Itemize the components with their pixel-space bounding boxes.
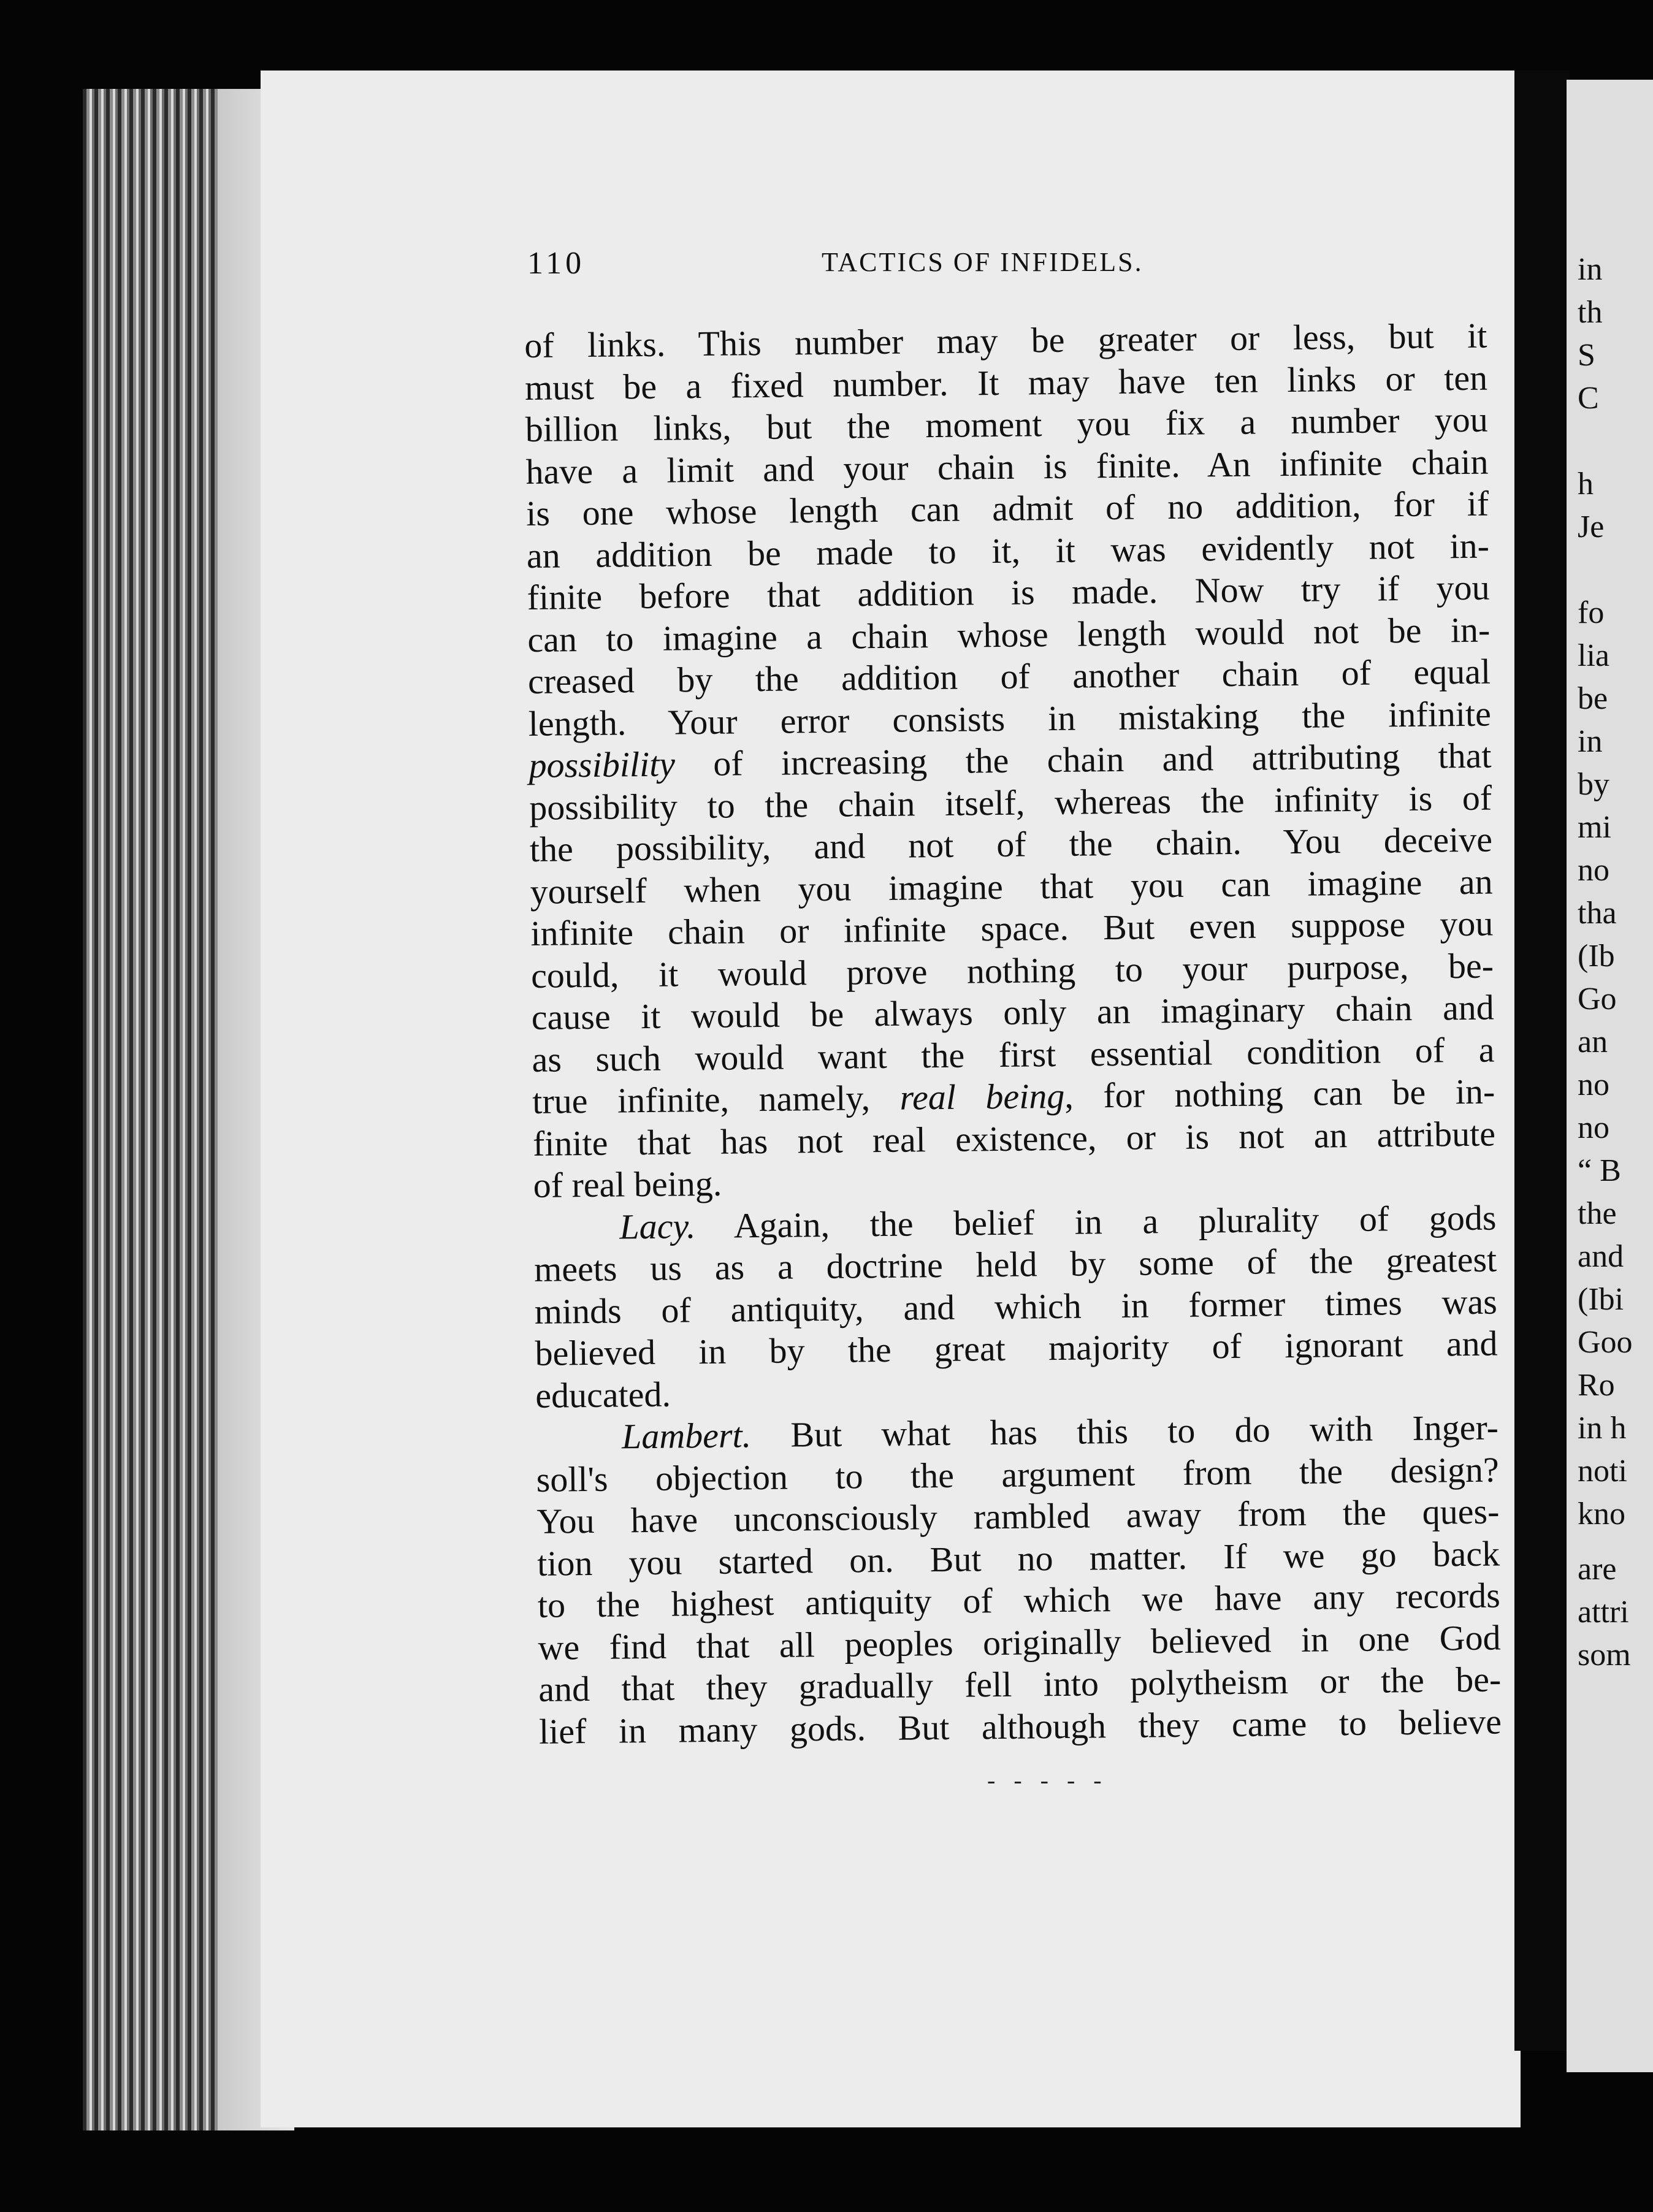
facing-page-fragment: C: [1578, 381, 1599, 416]
text-line: length. Your error consists in mistaking the infinite: [528, 693, 1492, 744]
facing-page-fragment: “ B: [1578, 1153, 1621, 1188]
page-number: 110: [527, 246, 586, 281]
text-line: educated.: [535, 1374, 671, 1416]
facing-page-fragment: attri: [1578, 1595, 1629, 1630]
facing-page-fragment: and: [1578, 1239, 1624, 1274]
facing-page-fragment: no: [1578, 1067, 1609, 1102]
page-header: [527, 245, 1490, 288]
text-line: cause it would be always only an imaginary chain and: [531, 987, 1495, 1037]
text-line: lief in many gods. But although they came to believe: [538, 1701, 1502, 1752]
facing-page-fragment: are: [1578, 1552, 1617, 1587]
facing-page-fragment: th: [1578, 295, 1603, 330]
text-line: finite that has not real existence, or is not an attribute: [532, 1113, 1496, 1164]
text-line: is one whose length can admit of no addition, for if: [525, 483, 1489, 533]
text-line: could, it would prove nothing to your purpose, be-: [530, 945, 1494, 996]
facing-page-fragment: Ro: [1578, 1368, 1615, 1403]
facing-page-fragment: Je: [1578, 509, 1605, 544]
text-line: believed in by the great majority of ignorant and: [535, 1323, 1498, 1373]
facing-page-fragment: lia: [1578, 638, 1609, 673]
facing-page-fragment: the: [1578, 1196, 1617, 1231]
text-line: tion you started on. But no matter. If we go back: [536, 1533, 1500, 1584]
facing-page-fragment: in: [1578, 252, 1603, 287]
text-line: of links. This number may be greater or less, but it: [524, 315, 1487, 365]
facing-page-fragment: be: [1578, 681, 1608, 716]
facing-page-fragment: no: [1578, 1110, 1609, 1145]
facing-page-fragment: no: [1578, 853, 1609, 888]
text-line: and that they gradually fell into polytheism or the be-: [538, 1659, 1502, 1709]
text-line: of real being.: [533, 1163, 722, 1205]
facing-page-fragment: som: [1578, 1638, 1631, 1672]
facing-page-fragment: tha: [1578, 896, 1617, 931]
text-line: possibility of increasing the chain and attributing that: [529, 735, 1492, 785]
facing-page-fragment: mi: [1578, 810, 1611, 845]
facing-page: [1567, 80, 1653, 2072]
running-title: TACTICS OF INFIDELS.: [822, 247, 1143, 277]
text-line: the possibility, and not of the chain. You deceive: [529, 819, 1493, 869]
facing-page-fragment: fo: [1578, 595, 1605, 630]
facing-page-fragment: by: [1578, 767, 1609, 802]
facing-page-fragment: in h: [1578, 1411, 1627, 1446]
text-line: have a limit and your chain is finite. An infinite chain: [525, 441, 1489, 492]
body-text: [524, 315, 1502, 1753]
text-line: yourself when you imagine that you can imagine an: [530, 861, 1493, 912]
text-line: as such would want the first essential condition of a: [532, 1029, 1495, 1080]
emphasis: possibility: [529, 744, 676, 785]
text-line: soll's objection to the argument from the design?: [536, 1449, 1499, 1500]
text-line: true infinite, namely, real being, for nothing can be in-: [532, 1071, 1495, 1121]
facing-page-fragment: (Ib: [1578, 939, 1615, 974]
text-line: infinite chain or infinite space. But even suppose you: [530, 903, 1494, 953]
text-line: meets us as a doctrine held by some of the greatest: [533, 1239, 1497, 1289]
speaker-name: Lacy.: [619, 1205, 696, 1246]
facing-page-fragment: Go: [1578, 982, 1617, 1016]
text-line: You have unconsciously rambled away from the ques-: [536, 1491, 1500, 1541]
emphasis: real being: [899, 1075, 1065, 1118]
text-line: finite before that addition is made. Now try if you: [527, 567, 1490, 617]
text-line: Lambert. But what has this to do with Inger-: [621, 1407, 1499, 1457]
text-line: must be a fixed number. It may have ten links or ten: [524, 357, 1488, 408]
facing-page-fragment: h: [1578, 467, 1594, 502]
book-gutter: [1514, 71, 1570, 2051]
facing-page-fragment: (Ibi: [1578, 1282, 1624, 1317]
text-line: creased by the addition of another chain of equal: [527, 651, 1491, 701]
facing-page-fragment: Goo: [1578, 1325, 1633, 1360]
text-line: to the highest antiquity of which we have any records: [537, 1575, 1501, 1625]
text-line: we find that all peoples originally believed in one God: [538, 1617, 1501, 1668]
facing-page-fragment: noti: [1578, 1454, 1627, 1489]
text-line: can to imagine a chain whose length would not be in-: [527, 609, 1491, 660]
text-line: possibility to the chain itself, whereas the infinity is of: [529, 777, 1492, 828]
text-line: billion links, but the moment you fix a number you: [525, 399, 1489, 449]
facing-page-fragment: S: [1578, 338, 1595, 373]
text-line: Lacy. Again, the belief in a plurality of gods: [619, 1197, 1497, 1246]
facing-page-fragment: an: [1578, 1024, 1608, 1059]
text-line: an addition be made to it, it was evidently not in-: [526, 525, 1490, 576]
facing-page-fragment: in: [1578, 724, 1603, 759]
facing-page-fragment: kno: [1578, 1497, 1625, 1531]
text-line: minds of antiquity, and which in former times was: [534, 1281, 1498, 1332]
printer-mark: - - - - -: [987, 1766, 1108, 1794]
speaker-name: Lambert.: [621, 1415, 752, 1457]
